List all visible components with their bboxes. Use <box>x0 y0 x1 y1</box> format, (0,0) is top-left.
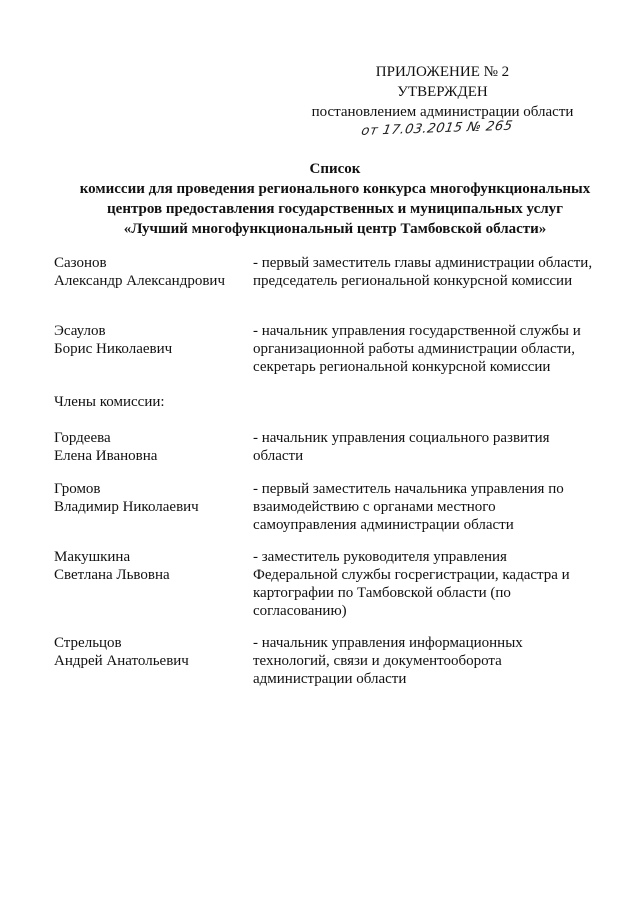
member-position: - первый заместитель начальника управления по взаимодействию с органами местного самоуправления администрации области <box>253 481 564 533</box>
member-given-names: Елена Ивановна <box>54 448 158 464</box>
member-position: - первый заместитель главы администрации области, председатель региональной конкурсной комиссии <box>253 255 593 289</box>
handwritten-date-number: от 17.03.2015 № 265 <box>359 118 514 139</box>
member-position: - заместитель руководителя управления Федеральной службы госрегистрации, кадастра и картографии по Тамбовской области (по согласованию) <box>253 549 570 619</box>
approved-by-resolution: постановлением администрации области <box>311 104 574 120</box>
title-line-1: Список <box>309 161 361 177</box>
member-given-names: Светлана Львовна <box>54 567 170 583</box>
list-item <box>54 254 593 290</box>
list-item <box>54 480 593 534</box>
member-position: - начальник управления информационных технологий, связи и документооборота администрации области <box>253 635 523 687</box>
member-given-names: Владимир Николаевич <box>54 499 199 515</box>
list-item <box>54 634 593 688</box>
members-heading: Члены комиссии: <box>54 394 165 410</box>
list-item <box>54 322 593 376</box>
approval-stamp-block <box>300 62 585 138</box>
member-name <box>54 254 253 290</box>
member-given-names: Александр Александрович <box>54 273 225 289</box>
appendix-number: ПРИЛОЖЕНИЕ № 2 <box>375 64 510 80</box>
member-name <box>54 634 253 688</box>
title-line-2: комиссии для проведения регионального конкурса многофункциональных <box>79 181 591 197</box>
list-item <box>54 548 593 620</box>
member-surname: Гордеева <box>54 430 111 446</box>
list-item <box>54 429 593 465</box>
member-name <box>54 548 253 620</box>
approved-label: УТВЕРЖДЕН <box>397 84 488 100</box>
title-line-4: «Лучший многофункциональный центр Тамбовской области» <box>123 221 547 237</box>
member-given-names: Борис Николаевич <box>54 341 173 357</box>
member-name <box>54 480 253 534</box>
member-surname: Макушкина <box>54 549 131 565</box>
member-given-names: Андрей Анатольевич <box>54 653 189 669</box>
member-surname: Стрельцов <box>54 635 122 651</box>
member-surname: Эсаулов <box>54 323 106 339</box>
member-surname: Громов <box>54 481 101 497</box>
member-position: - начальник управления государственной службы и организационной работы администрации области, секретарь региональной конкурсной комиссии <box>253 323 581 375</box>
member-name <box>54 429 253 465</box>
title-line-3: центров предоставления государственных и муниципальных услуг <box>107 201 563 217</box>
document-title <box>40 159 630 239</box>
member-position: - начальник управления социального развития области <box>253 430 550 464</box>
member-surname: Сазонов <box>54 255 107 271</box>
member-name <box>54 322 253 376</box>
